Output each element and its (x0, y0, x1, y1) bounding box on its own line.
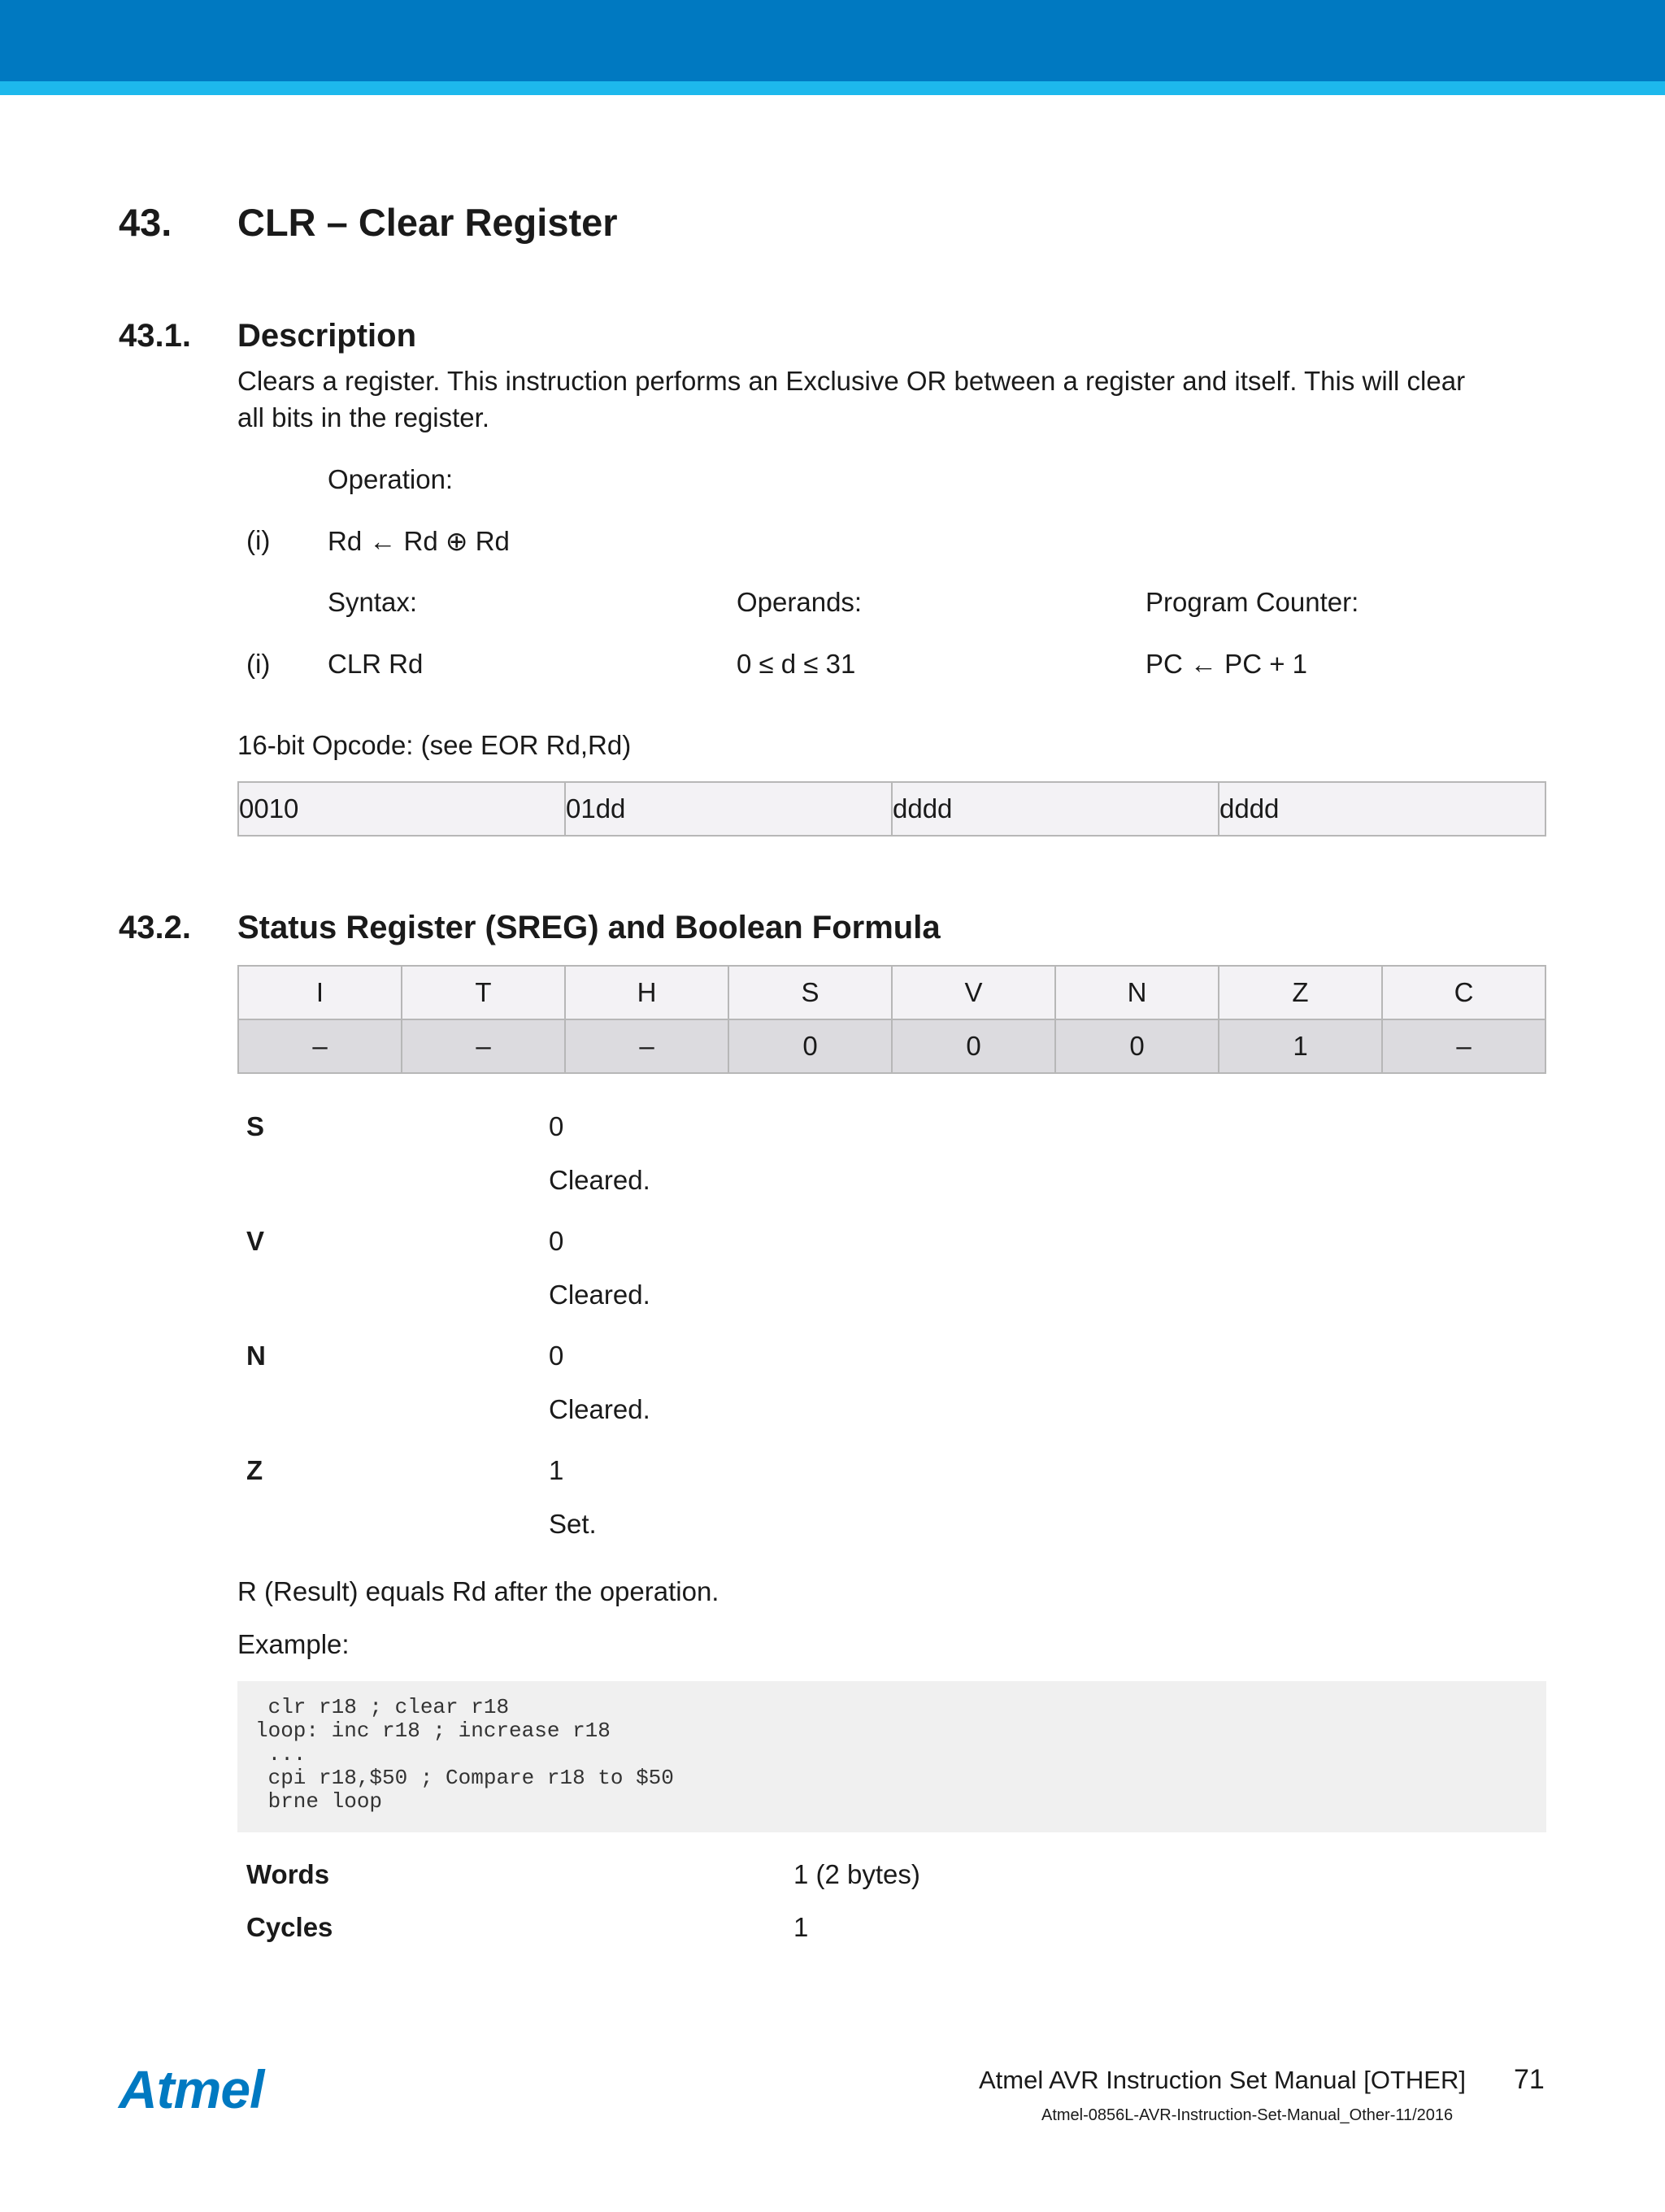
header-bar (0, 0, 1665, 81)
words-value: 1 (2 bytes) (793, 1859, 920, 1889)
flag-description: Set. (549, 1509, 597, 1539)
chapter-title: CLR – Clear Register (237, 201, 618, 244)
sreg-value-cell: 0 (1055, 1019, 1219, 1073)
program-counter-label: Program Counter: (1146, 587, 1359, 617)
description-line-1: Clears a register. This instruction performs an Exclusive OR between a register and itself. This will clear (237, 366, 1466, 396)
flag-description: Cleared. (549, 1280, 650, 1310)
operands-label: Operands: (737, 587, 863, 617)
sreg-header-cell: T (402, 966, 565, 1019)
flag-value: 0 (549, 1341, 564, 1371)
sreg-header-cell: I (238, 966, 402, 1019)
sreg-value-cell: 0 (728, 1019, 892, 1073)
opcode-cell: dddd (892, 782, 1219, 836)
sreg-value-cell: 0 (892, 1019, 1055, 1073)
sreg-header-cell: V (892, 966, 1055, 1019)
syntax-index: (i) (246, 649, 271, 679)
section-number-description: 43.1. (119, 318, 191, 354)
header-accent-strip (0, 81, 1665, 95)
flag-value: 0 (549, 1111, 564, 1141)
chapter-number: 43. (119, 201, 172, 244)
code-text: clr r18 ; clear r18 loop: inc r18 ; increase r18 ... cpi r18,$50 ; Compare r18 to $50 brne loop (255, 1695, 674, 1814)
footer-page-number: 71 (1514, 2064, 1545, 2095)
flag-description: Cleared. (549, 1165, 650, 1195)
operation-index: (i) (246, 525, 271, 555)
flag-name: V (246, 1226, 265, 1256)
sreg-value-cell: – (402, 1019, 565, 1073)
cycles-label: Cycles (246, 1912, 333, 1942)
cycles-value: 1 (793, 1912, 809, 1942)
opcode-table (237, 781, 1546, 837)
flag-name: Z (246, 1455, 263, 1485)
flag-description: Cleared. (549, 1394, 650, 1424)
description-line-2: all bits in the register. (237, 402, 489, 432)
operation-label: Operation: (328, 464, 454, 494)
words-label: Words (246, 1859, 330, 1889)
operands-value: 0 ≤ d ≤ 31 (737, 649, 856, 679)
sreg-value-cell: – (565, 1019, 728, 1073)
section-title-description: Description (237, 318, 417, 354)
code-example (237, 1681, 1546, 1832)
sreg-value-cell: 1 (1219, 1019, 1382, 1073)
sreg-table (237, 965, 1546, 1074)
flag-name: S (246, 1111, 265, 1141)
flag-value: 1 (549, 1455, 564, 1485)
sreg-header-cell: S (728, 966, 892, 1019)
flag-name: N (246, 1341, 266, 1371)
opcode-cell: dddd (1219, 782, 1545, 836)
result-note: R (Result) equals Rd after the operation. (237, 1576, 719, 1606)
footer-document-id: Atmel-0856L-AVR-Instruction-Set-Manual_Other-11/2016 (1041, 2106, 1454, 2124)
footer-manual-title: Atmel AVR Instruction Set Manual [OTHER] (979, 2066, 1466, 2094)
opcode-cell: 01dd (565, 782, 892, 836)
sreg-header-row (238, 966, 1545, 1019)
opcode-label: 16-bit Opcode: (see EOR Rd,Rd) (237, 730, 632, 760)
program-counter-value: PC ← PC + 1 (1146, 649, 1307, 679)
sreg-header-cell: N (1055, 966, 1219, 1019)
sreg-value-cell: – (1382, 1019, 1545, 1073)
flag-value: 0 (549, 1226, 564, 1256)
syntax-label: Syntax: (328, 587, 418, 617)
sreg-header-cell: H (565, 966, 728, 1019)
sreg-header-cell: C (1382, 966, 1545, 1019)
atmel-logo: Atmel (119, 2059, 264, 2119)
sreg-value-cell: – (238, 1019, 402, 1073)
operation-formula: Rd ← Rd ⊕ Rd (328, 526, 510, 556)
section-title-sreg: Status Register (SREG) and Boolean Formula (237, 910, 941, 945)
syntax-value: CLR Rd (328, 649, 424, 679)
opcode-row (238, 782, 1545, 836)
sreg-value-row (238, 1019, 1545, 1073)
sreg-header-cell: Z (1219, 966, 1382, 1019)
opcode-cell: 0010 (238, 782, 565, 836)
example-label: Example: (237, 1629, 350, 1659)
section-number-sreg: 43.2. (119, 910, 191, 945)
